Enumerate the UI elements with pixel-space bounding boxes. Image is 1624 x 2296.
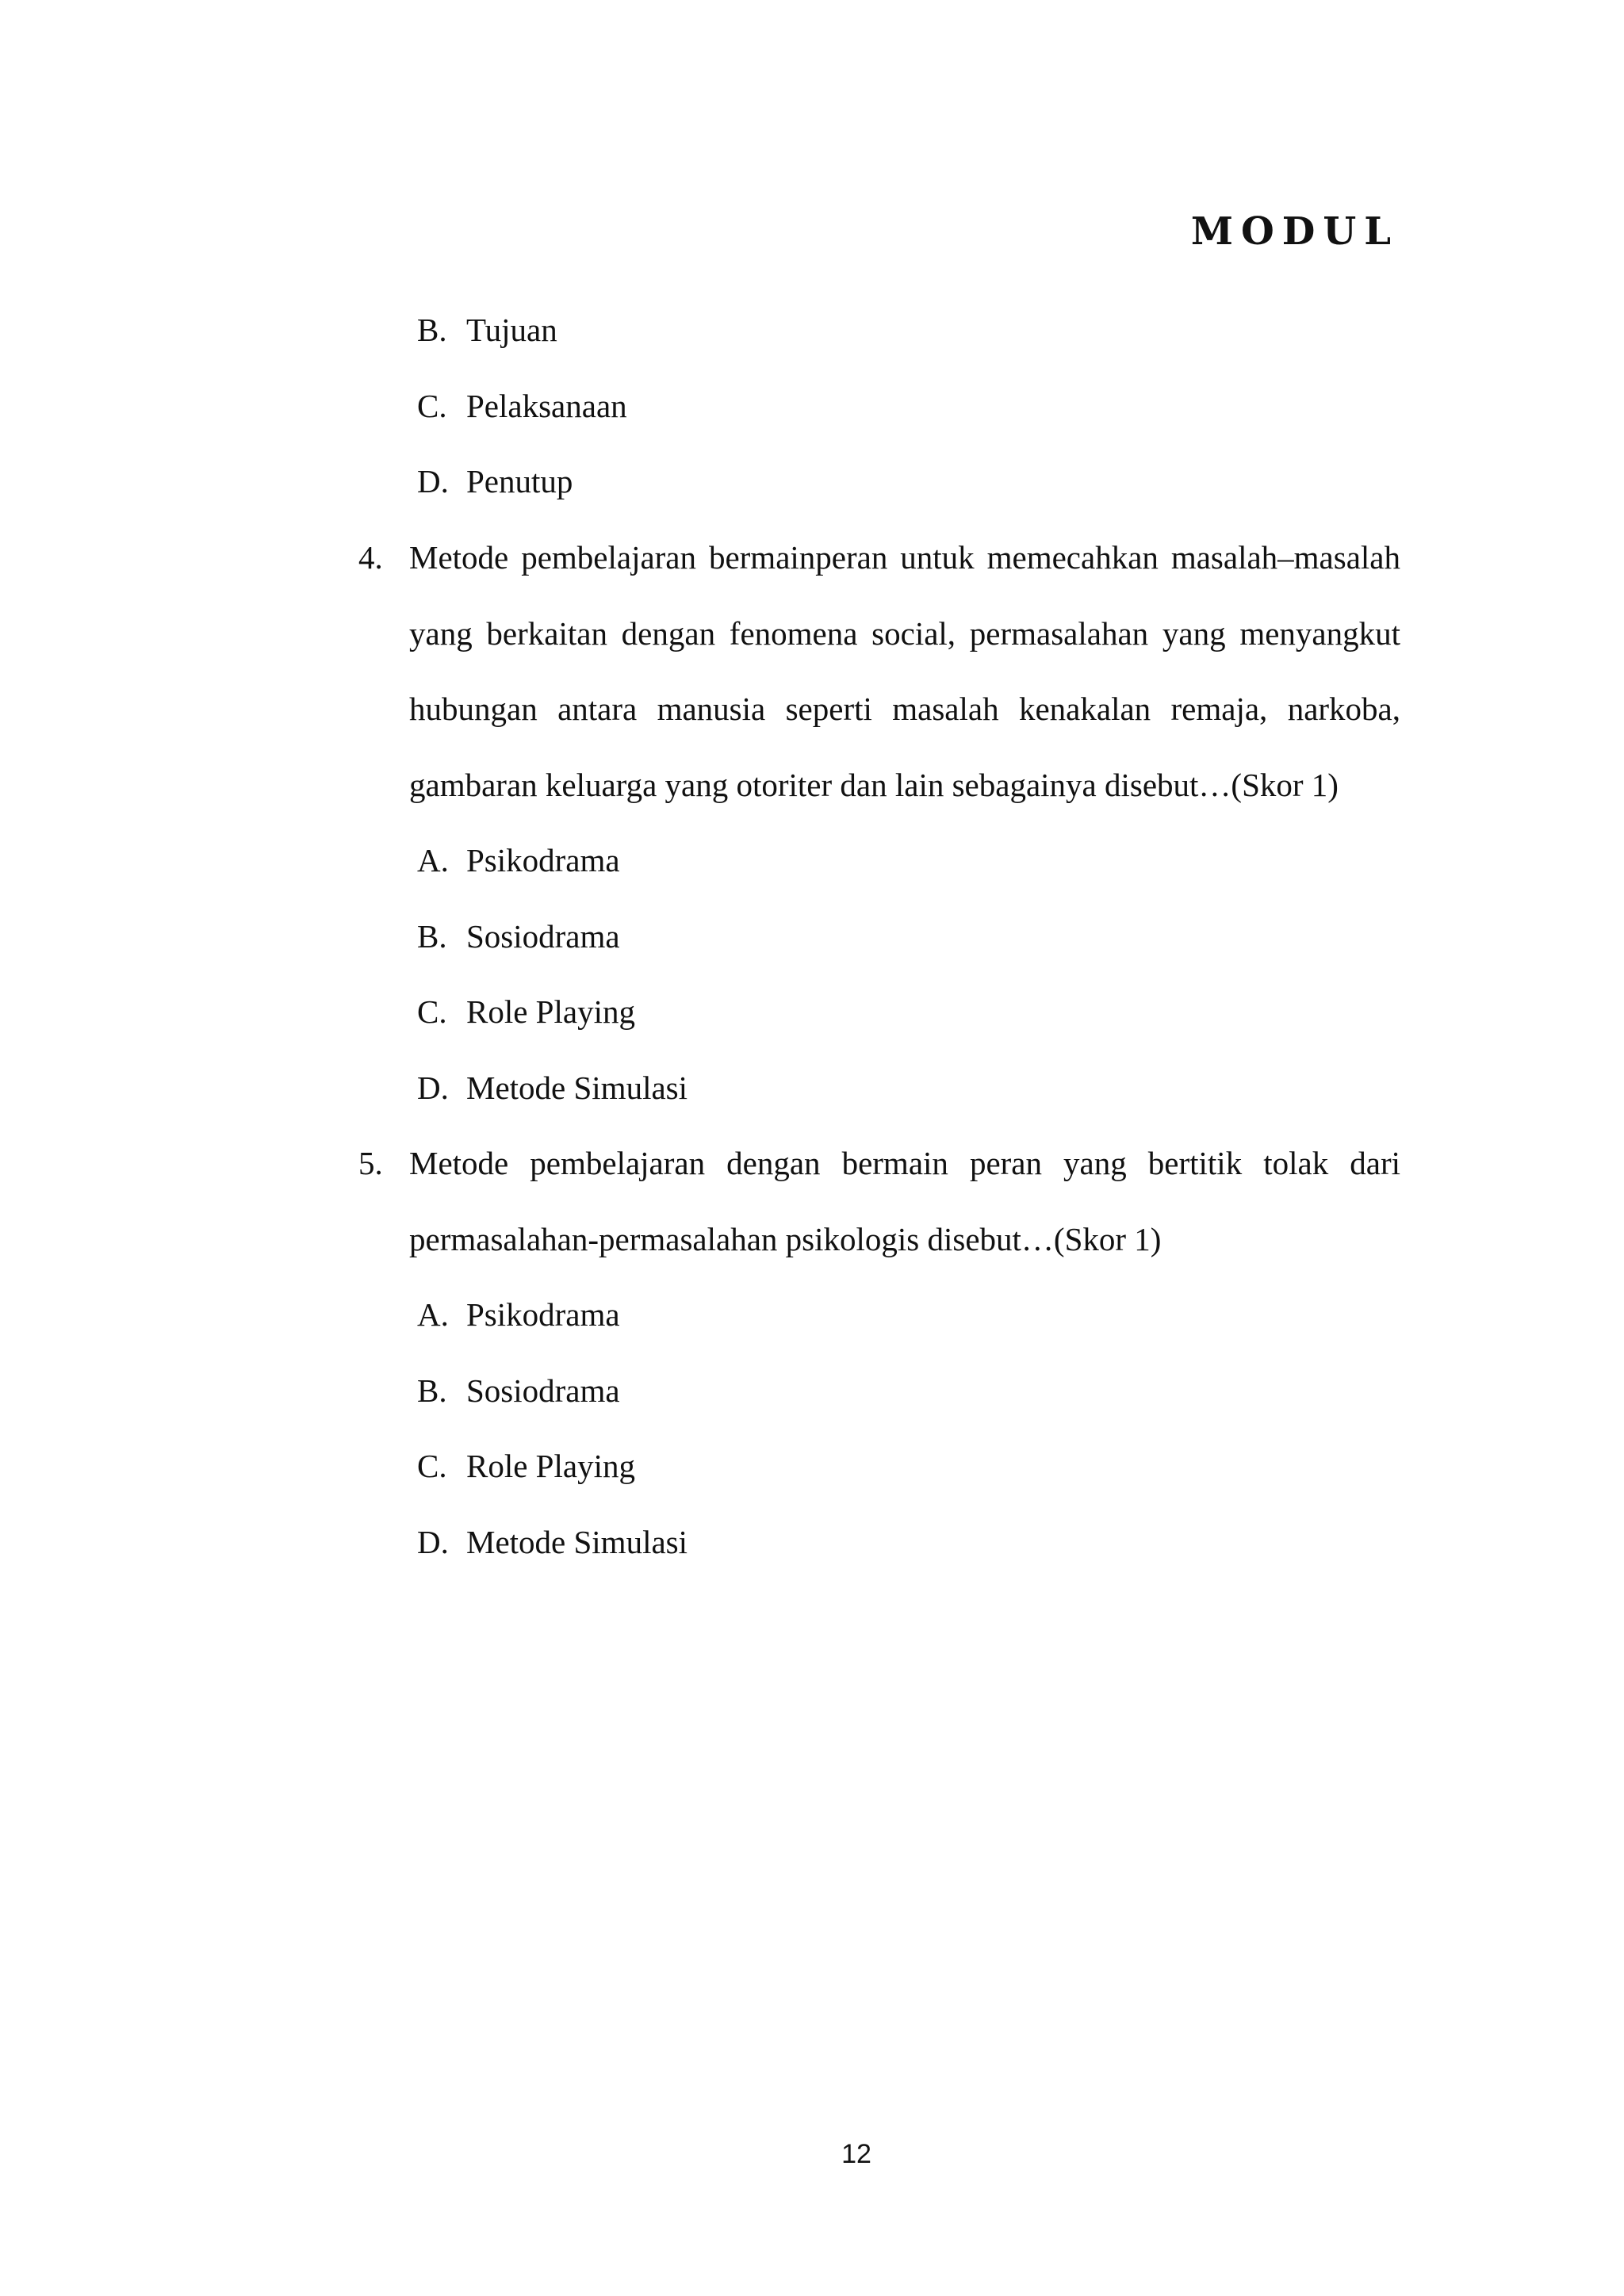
question-text-line: Metode pembelajaran bermainperan untuk memecahkan masalah–masalah bbox=[409, 539, 1400, 576]
option-letter: B. bbox=[417, 1372, 447, 1409]
option-text: Sosiodrama bbox=[466, 1372, 620, 1409]
option-letter: D. bbox=[417, 463, 449, 499]
option-text: Penutup bbox=[466, 463, 573, 499]
option-text: Metode Simulasi bbox=[466, 1070, 688, 1106]
option-text: Psikodrama bbox=[466, 1296, 620, 1333]
question-text-line: hubungan antara manusia seperti masalah kenakalan remaja, narkoba, bbox=[409, 691, 1400, 727]
option-letter: C. bbox=[417, 1448, 447, 1484]
option-text: Tujuan bbox=[466, 312, 557, 348]
option-text: Pelaksanaan bbox=[466, 388, 627, 424]
question-text-line: Metode pembelajaran dengan bermain peran yang bertitik tolak dari bbox=[409, 1145, 1400, 1181]
option-letter: B. bbox=[417, 918, 447, 955]
question-text-line: permasalahan-permasalahan psikologis disebut…(Skor 1) bbox=[409, 1221, 1162, 1257]
option-letter: C. bbox=[417, 388, 447, 424]
option-letter: C. bbox=[417, 993, 447, 1030]
option-text: Sosiodrama bbox=[466, 918, 620, 955]
page-number: 12 bbox=[841, 2139, 871, 2169]
question-text-line: yang berkaitan dengan fenomena social, permasalahan yang menyangkut bbox=[409, 615, 1400, 652]
option-letter: B. bbox=[417, 312, 447, 348]
option-text: Metode Simulasi bbox=[466, 1524, 688, 1560]
header-title: MODUL bbox=[1190, 209, 1399, 254]
option-letter: D. bbox=[417, 1524, 449, 1560]
option-text: Role Playing bbox=[466, 1448, 635, 1484]
option-text: Role Playing bbox=[466, 993, 635, 1030]
question-text-line: gambaran keluarga yang otoriter dan lain sebagainya disebut…(Skor 1) bbox=[409, 767, 1339, 803]
option-letter: A. bbox=[417, 1296, 449, 1333]
option-letter: A. bbox=[417, 842, 449, 878]
option-letter: D. bbox=[417, 1070, 449, 1106]
question-number: 5. bbox=[358, 1145, 383, 1181]
question-number: 4. bbox=[358, 539, 383, 576]
option-text: Psikodrama bbox=[466, 842, 620, 878]
